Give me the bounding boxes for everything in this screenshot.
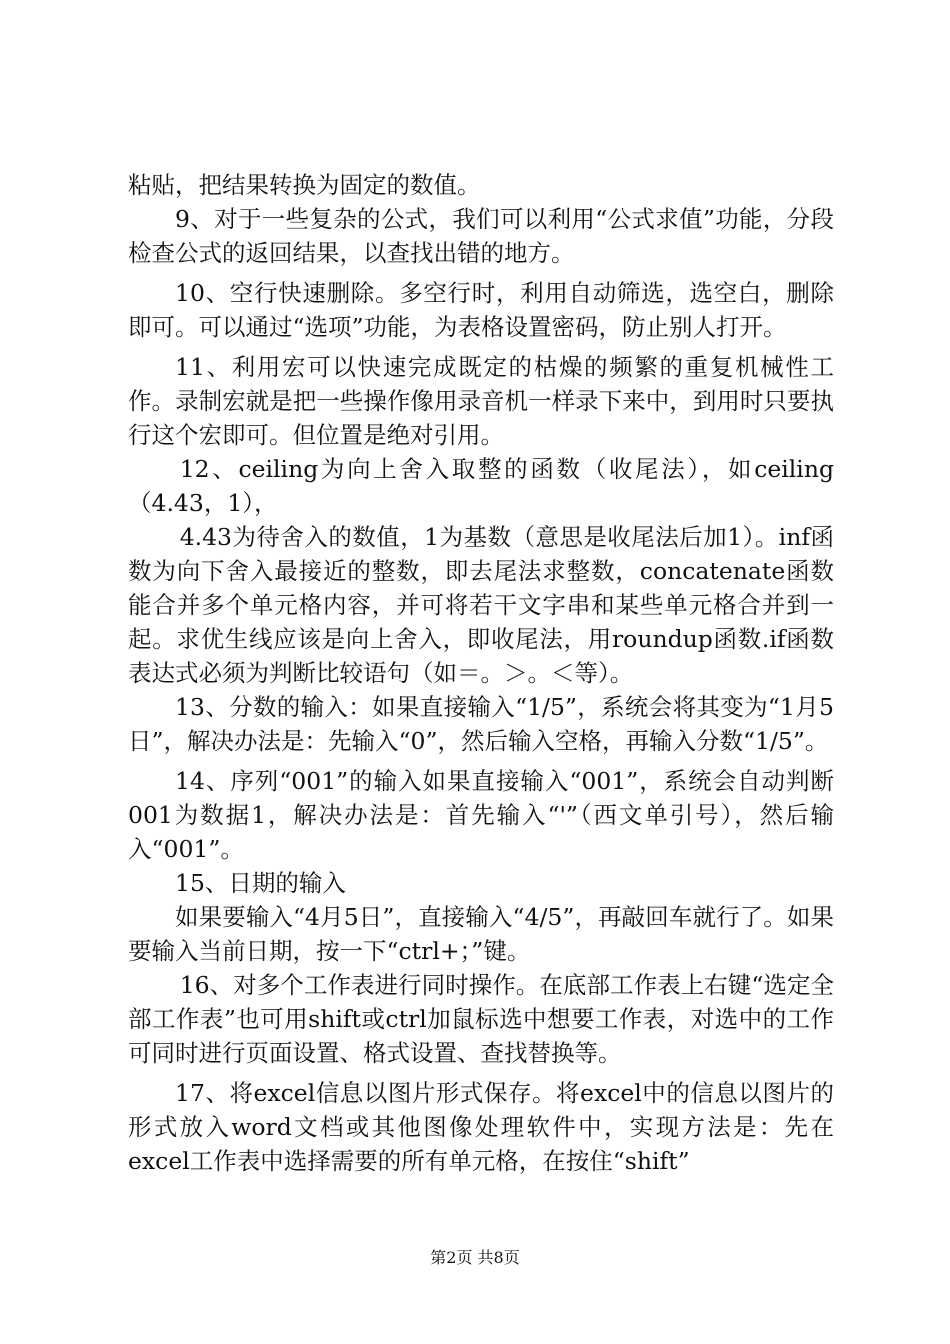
paragraph-17: 17、将excel信息以图片形式保存。将excel中的信息以图片的形式放入word文档或其他图像处理软件中，实现方法是：先在excel工作表中选择需要的所有单元格，在按住“shift” bbox=[128, 1079, 834, 1175]
paragraph-16: 16、对多个工作表进行同时操作。在底部工作表上右键“选定全部工作表”也可用shift或ctrl加鼠标选中想要工作表，对选中的工作可同时进行页面设置、格式设置、查找替换等。 bbox=[128, 971, 834, 1067]
paragraph-9: 9、对于一些复杂的公式，我们可以利用“公式求值”功能，分段检查公式的返回结果，以查找出错的地方。 bbox=[128, 205, 834, 267]
paragraph-15-body: 如果要输入“4月5日”，直接输入“4/5”，再敲回车就行了。如果要输入当前日期，按一下“ctrl+；”键。 bbox=[128, 903, 834, 965]
paragraph-15: 15、日期的输入 bbox=[175, 869, 346, 897]
paragraph-continuation: 粘贴，把结果转换为固定的数值。 bbox=[128, 171, 481, 199]
paragraph-11: 11、利用宏可以快速完成既定的枯燥的频繁的重复机械性工作。录制宏就是把一些操作像用录音机一样录下来中，到用时只要执行这个宏即可。但位置是绝对引用。 bbox=[128, 353, 834, 449]
paragraph-12: 12、ceiling为向上舍入取整的函数（收尾法），如ceiling（4.43，1）， bbox=[128, 455, 834, 517]
paragraph-13: 13、分数的输入：如果直接输入“1/5”，系统会将其变为“1月5日”，解决办法是：先输入“0”，然后输入空格，再输入分数“1/5”。 bbox=[128, 693, 834, 755]
page-footer: 第2页 共8页 bbox=[430, 1248, 520, 1267]
document-body bbox=[128, 168, 834, 1178]
paragraph-12-continued: 4.43为待舍入的数值，1为基数（意思是收尾法后加1）。inf函数为向下舍入最接近的整数，即去尾法求整数，concatenate函数能合并多个单元格内容，并可将若干文字串和某些单元格合并到一起。求优生线应该是向上舍入，即收尾法，用roundup函数.if函数表达式必须为判断比较语句（如＝。＞。＜等）。 bbox=[128, 523, 834, 687]
paragraph-14: 14、序列“001”的输入如果直接输入“001”，系统会自动判断001为数据1，解决办法是：首先输入“'”（西文单引号），然后输入“001”。 bbox=[128, 767, 834, 863]
paragraph-10: 10、空行快速删除。多空行时，利用自动筛选，选空白，删除即可。可以通过“选项”功能，为表格设置密码，防止别人打开。 bbox=[128, 279, 834, 341]
